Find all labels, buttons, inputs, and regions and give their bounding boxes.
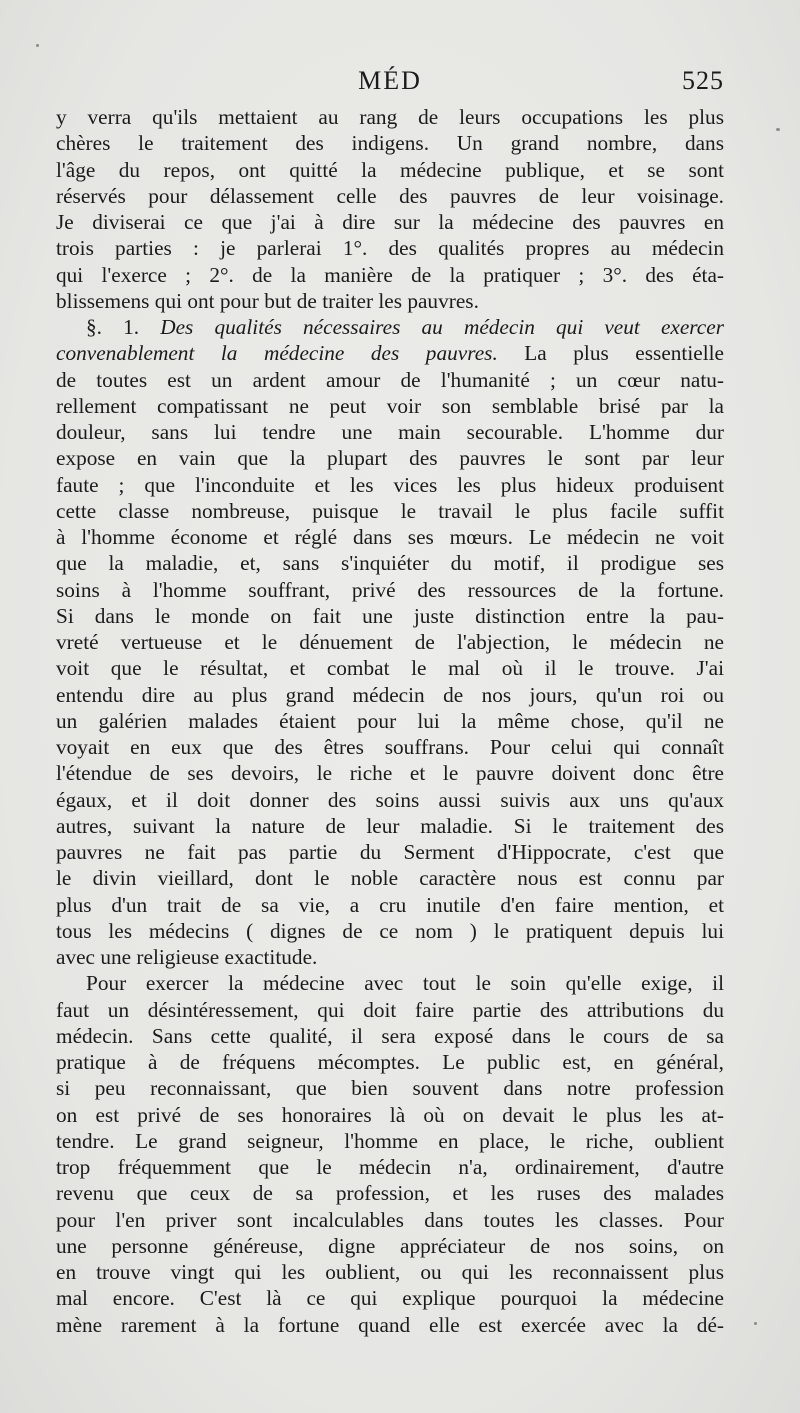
running-head [56, 66, 724, 100]
text-line: tous les médecins ( dignes de ce nom ) le pratiquent depuis lui [56, 918, 724, 943]
text-line: douleur, sans lui tendre une main secourable. L'homme dur [56, 420, 724, 444]
section-heading-line [56, 340, 724, 366]
text-line: soins à l'homme souffrant, privé des ressources de la fortune. [56, 577, 724, 602]
text-line: y verra qu'ils mettaient au rang de leurs occupations les plus [56, 105, 724, 129]
text-line: on est privé de ses honoraires là où on devait le plus les at- [56, 1102, 724, 1127]
text-line: trois parties : je parlerai 1°. des qualités propres au médecin [56, 236, 724, 261]
text-line: Pour exercer la médecine avec tout le soin qu'elle exige, il [86, 971, 724, 996]
text-line: autres, suivant la nature de leur maladie. Si le traitement des [56, 813, 724, 838]
text-line: réservés pour délassement celle des pauvres de leur voisinage. [56, 183, 724, 208]
text-line: pratique à de fréquens mécomptes. Le public est, en général, [56, 1050, 724, 1074]
text-line: faut un désintéressement, qui doit faire partie des attributions du [56, 997, 724, 1022]
text-line: voyait en eux que des êtres souffrans. Pour celui qui connaît [56, 735, 724, 759]
running-head-title: MÉD [358, 66, 422, 95]
text-line: l'étendue de ses devoirs, le riche et le pauvre doivent donc être [56, 761, 724, 786]
paper-speck [776, 128, 780, 131]
text-run: La plus essentielle [497, 341, 724, 366]
text-line: rellement compatissant ne peut voir son semblable brisé par la [56, 393, 724, 418]
text-line: revenu que ceux de sa profession, et les ruses des malades [56, 1181, 724, 1206]
text-line: voit que le résultat, et combat le mal où il le trouve. J'ai [56, 656, 724, 681]
text-line: un galérien malades étaient pour lui la même chose, qu'il ne [56, 708, 724, 733]
text-line: le divin vieillard, dont le noble caractère nous est connu par [56, 866, 724, 891]
text-line: mal encore. C'est là ce qui explique pourquoi la médecine [56, 1286, 724, 1311]
text-line: entendu dire au plus grand médecin de nos jours, qu'un roi ou [56, 682, 724, 707]
paper-speck [754, 1322, 757, 1325]
text-line: de toutes est un ardent amour de l'humanité ; un cœur natu- [56, 367, 724, 392]
text-line: l'âge du repos, ont quitté la médecine publique, et se sont [56, 157, 724, 182]
text-line: pauvres ne fait pas partie du Serment d'Hippocrate, c'est que [56, 840, 724, 864]
text-line: médecin. Sans cette qualité, il sera exposé dans le cours de sa [56, 1023, 724, 1048]
text-line: blissemens qui ont pour but de traiter les pauvres. [56, 288, 479, 313]
text-line: Si dans le monde on fait une juste distinction entre la pau- [56, 603, 724, 628]
text-line: tendre. Le grand seigneur, l'homme en place, le riche, oublient [56, 1128, 724, 1153]
text-line: mène rarement à la fortune quand elle est exercée avec la dé- [56, 1312, 724, 1337]
page-number: 525 [682, 66, 724, 95]
text-line: à l'homme économe et réglé dans ses mœurs. Le médecin ne voit [56, 525, 724, 549]
text-line: trop fréquemment que le médecin n'a, ordinairement, d'autre [56, 1155, 724, 1179]
text-line: vreté vertueuse et le dénuement de l'abjection, le médecin ne [56, 630, 724, 654]
text-line: faute ; que l'inconduite et les vices les plus hideux produisent [56, 472, 724, 497]
text-line: expose en vain que la plupart des pauvres le sont par leur [56, 446, 724, 471]
section-title-continued: convenablement la médecine des pauvres. [56, 341, 498, 366]
body-text [56, 104, 724, 1338]
text-line: plus d'un trait de sa vie, a cru inutile d'en faire mention, et [56, 892, 724, 917]
section-heading-line [56, 314, 724, 340]
section-number: §. 1. [86, 315, 161, 339]
text-line: qui l'exerce ; 2°. de la manière de la pratiquer ; 3°. des éta- [56, 262, 724, 287]
text-line: en trouve vingt qui les oublient, ou qui les reconnaissent plus [56, 1260, 724, 1284]
text-line: si peu reconnaissant, que bien souvent dans notre profession [56, 1076, 724, 1101]
paper-speck [36, 44, 39, 47]
text-line: pour l'en priver sont incalculables dans toutes les classes. Pour [56, 1207, 724, 1232]
section-title: Des qualités nécessaires au médecin qui veut exercer [160, 315, 724, 339]
text-line: cette classe nombreuse, puisque le travail le plus facile suffit [56, 498, 724, 523]
text-line: égaux, et il doit donner des soins aussi suivis aux uns qu'aux [56, 787, 724, 812]
text-line: que la maladie, et, sans s'inquiéter du motif, il prodigue ses [56, 551, 724, 576]
text-line: une personne généreuse, digne appréciateur de nos soins, on [56, 1233, 724, 1258]
text-line: avec une religieuse exactitude. [56, 945, 318, 969]
text-line: chères le traitement des indigens. Un grand nombre, dans [56, 131, 724, 156]
text-line: Je diviserai ce que j'ai à dire sur la médecine des pauvres en [56, 210, 724, 234]
